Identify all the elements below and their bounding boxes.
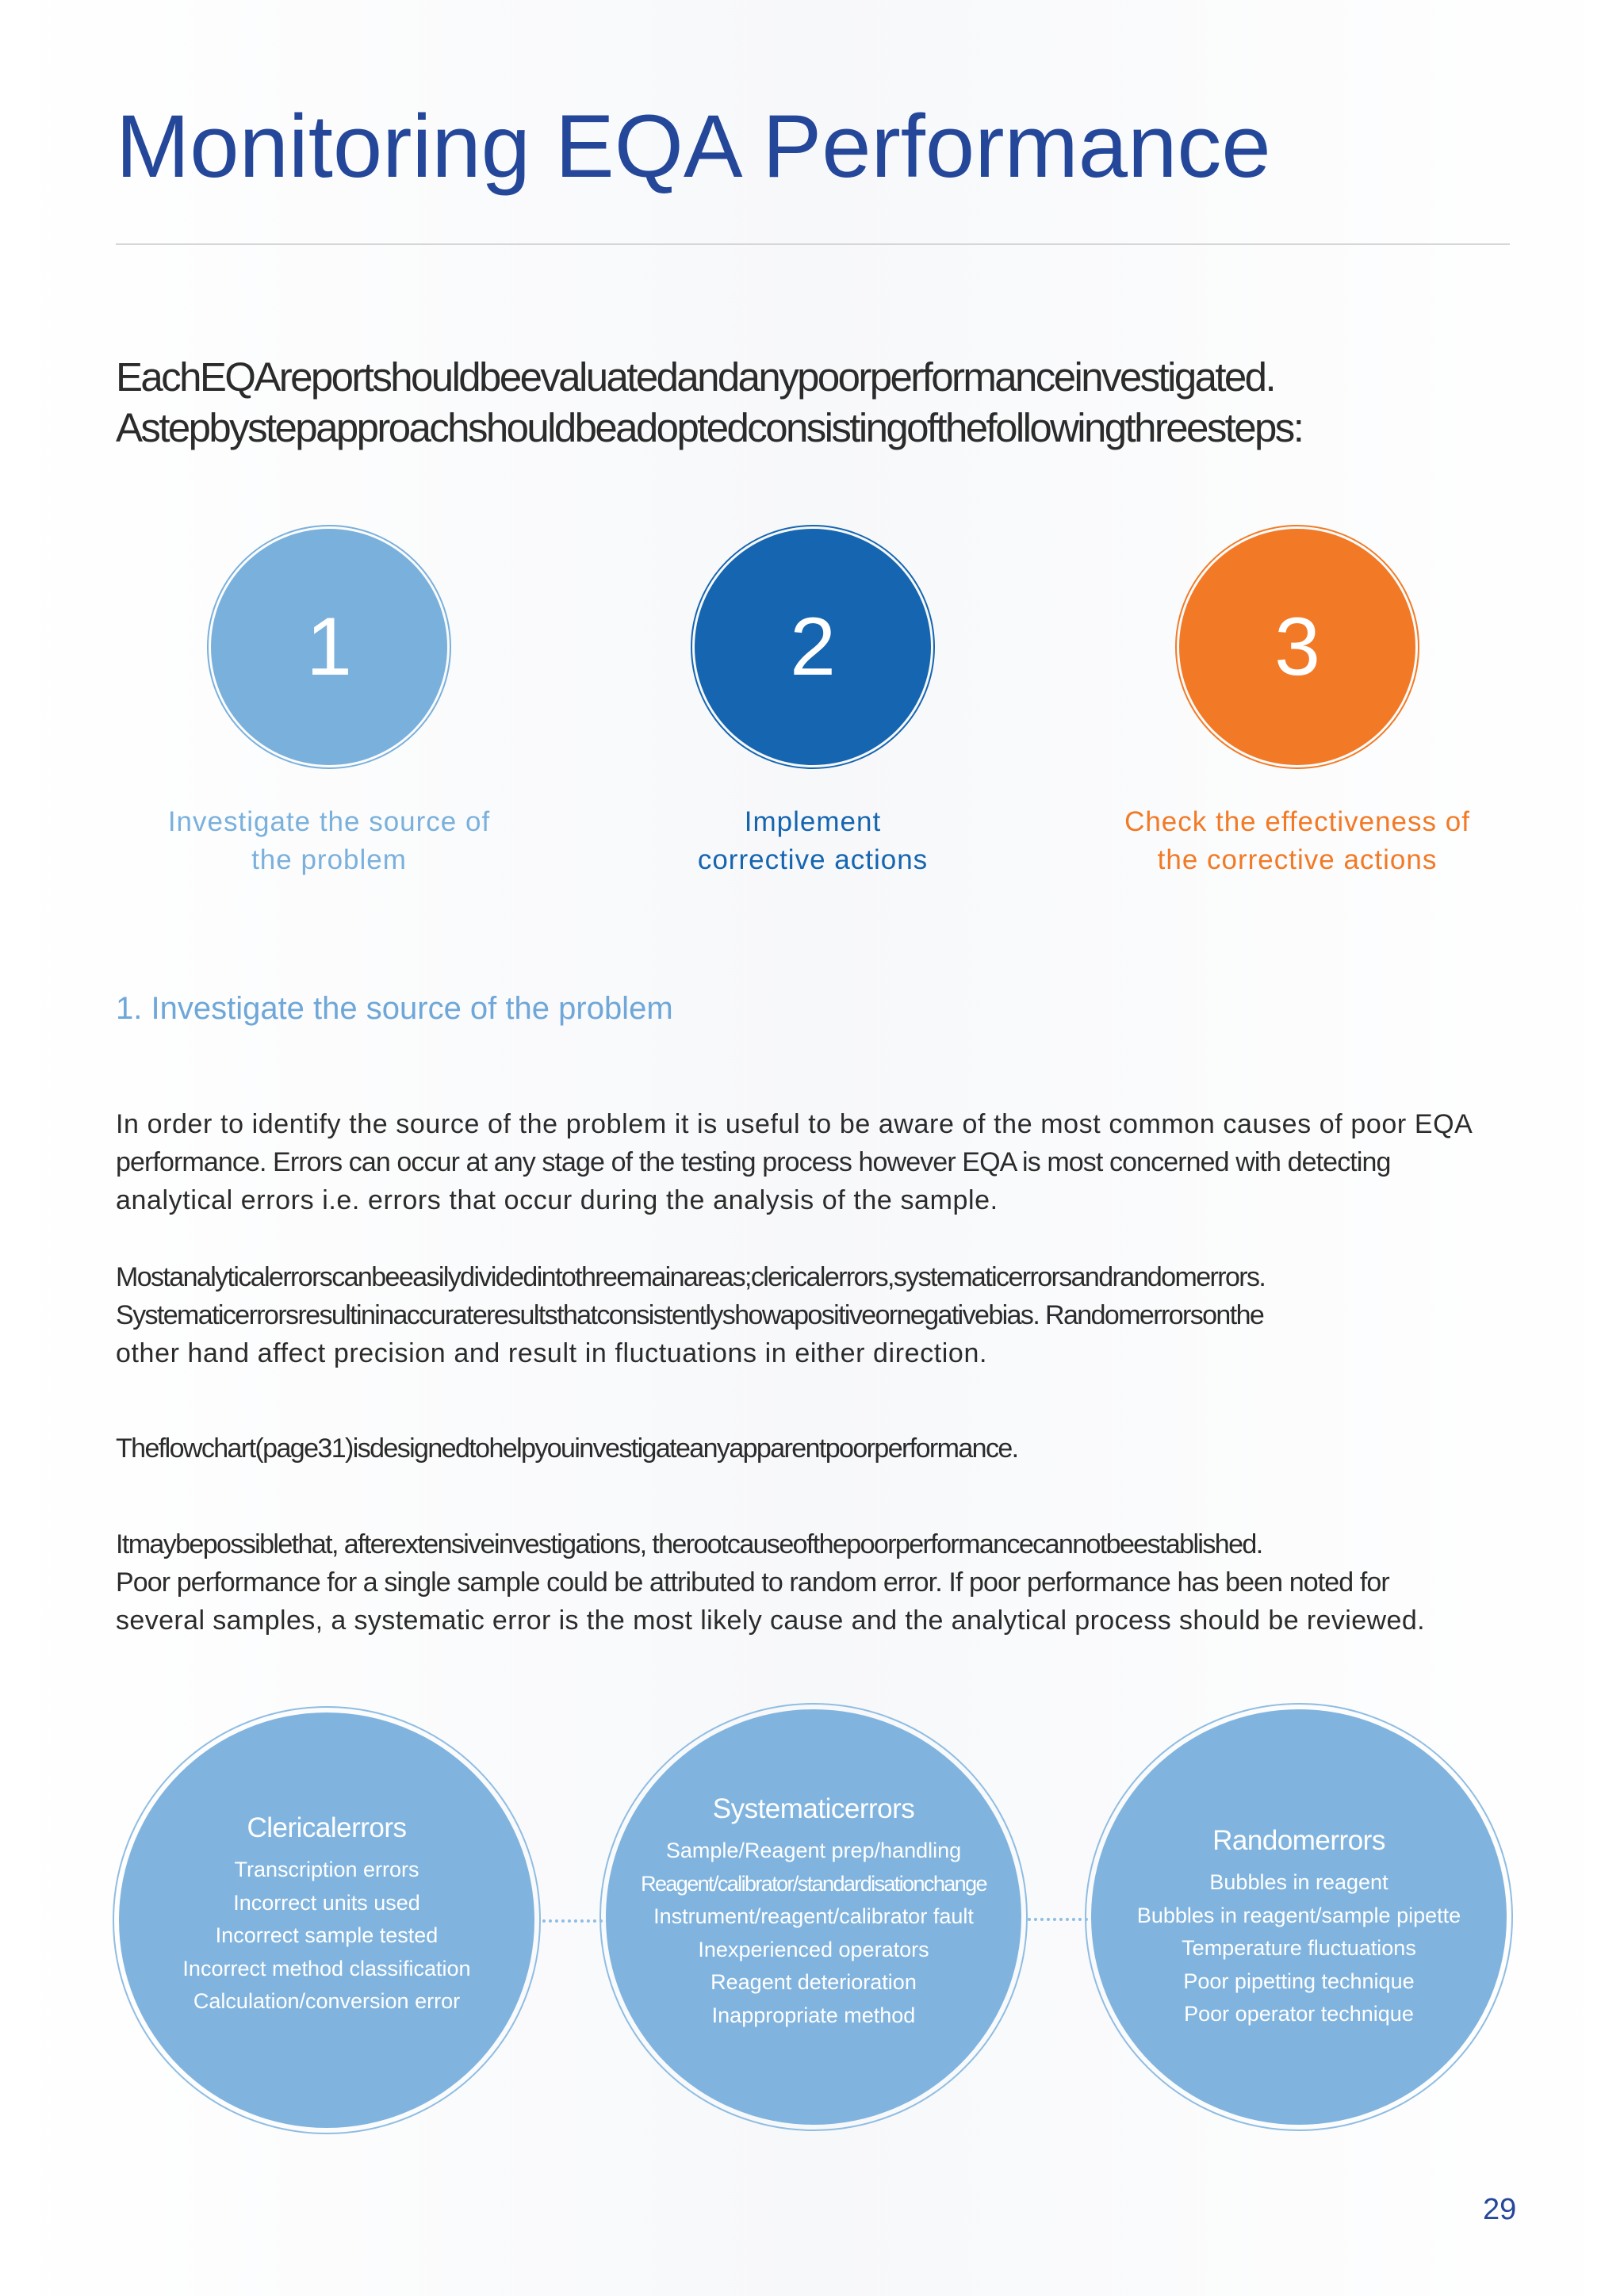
- clerical-errors-title: Clericalerrors: [247, 1812, 407, 1843]
- paragraph-line: several samples, a systematic error is the most likely cause and the analytical process should be reviewed.: [116, 1605, 1425, 1636]
- error-item: Incorrect units used: [233, 1890, 420, 1915]
- step-3-caption: [1091, 803, 1503, 879]
- error-item: Reagent/calibrator/standardisationchange: [641, 1871, 986, 1896]
- step-1-caption: [123, 803, 535, 879]
- page-title: Monitoring EQA Performance: [116, 97, 1271, 196]
- step-caption-line: the problem: [251, 844, 407, 875]
- step-3-number: 3: [1274, 600, 1320, 693]
- step-2-number: 2: [790, 600, 836, 693]
- error-item: Incorrect method classification: [182, 1956, 471, 1980]
- error-item: Inappropriate method: [711, 2003, 916, 2027]
- clerical-errors-content: [119, 1811, 534, 2019]
- error-item: Inexperienced operators: [698, 1937, 929, 1961]
- paragraph-error-areas: [116, 1258, 1511, 1372]
- paragraph-line: Systematicerrorsresultininaccurateresultsthatconsistentlyshowapositiveornegativebias. Randomerrorsonthe: [116, 1300, 1264, 1330]
- paragraph-root-cause: [116, 1525, 1511, 1640]
- step-caption-line: Investigate the source of: [167, 806, 491, 837]
- paragraph-line: Poor performance for a single sample could be attributed to random error. If poor performance has been noted for: [116, 1567, 1389, 1598]
- step-caption-line: the corrective actions: [1157, 844, 1438, 875]
- step-caption-line: Implement: [744, 806, 882, 837]
- systematic-errors-title: Systematicerrors: [712, 1793, 915, 1824]
- paragraph-line: performance. Errors can occur at any stage of the testing process however EQA is most concerned with detecting: [116, 1147, 1391, 1177]
- error-item: Bubbles in reagent: [1209, 1870, 1388, 1894]
- error-item: Instrument/reagent/calibrator fault: [653, 1904, 974, 1928]
- error-item: Temperature fluctuations: [1182, 1936, 1416, 1960]
- systematic-errors-circle: [606, 1709, 1021, 2125]
- error-item: Poor operator technique: [1184, 2002, 1414, 2026]
- step-caption-line: corrective actions: [697, 844, 929, 875]
- error-item: Calculation/conversion error: [193, 1989, 461, 2013]
- paragraph-flowchart: [116, 1429, 1511, 1468]
- step-2-caption: [607, 803, 1019, 879]
- paragraph-line: analytical errors i.e. errors that occur during the analysis of the sample.: [116, 1185, 998, 1215]
- error-item: Sample/Reagent prep/handling: [665, 1839, 962, 1862]
- paragraph-line: Itmaybepossiblethat, afterextensiveinvestigations, therootcauseofthepoorperformancecannotbeestablished.: [116, 1529, 1262, 1559]
- paragraph-line: Theflowchart(page31)isdesignedtohelpyouinvestigateanyapparentpoorperformance.: [116, 1433, 1018, 1464]
- page-number: 29: [1483, 2193, 1517, 2226]
- paragraph-line: Mostanalyticalerrorscanbeeasilydividedintothreemainareas;clericalerrors,systematicerrorsandrandomerrors.: [116, 1262, 1266, 1292]
- paragraph-line: other hand affect precision and result in fluctuations in either direction.: [116, 1338, 987, 1368]
- step-2-circle: [695, 529, 931, 765]
- error-item: Poor pipetting technique: [1183, 1969, 1415, 1993]
- error-item: Incorrect sample tested: [215, 1923, 439, 1947]
- clerical-errors-circle: [119, 1712, 534, 2128]
- section-heading: 1. Investigate the source of the problem: [116, 991, 673, 1026]
- systematic-errors-content: [606, 1792, 1021, 2032]
- random-errors-title: Randomerrors: [1212, 1825, 1385, 1856]
- intro-text: [116, 352, 1511, 453]
- random-errors-circle: [1091, 1709, 1507, 2125]
- intro-line: EachEQAreportshouldbeevaluatedandanypoorperformanceinvestigated.: [116, 354, 1275, 400]
- error-item: Bubbles in reagent/sample pipette: [1136, 1903, 1461, 1927]
- title-divider: [116, 243, 1510, 245]
- intro-line: Astepbystepapproachshouldbeadoptedconsistingofthefollowingthreesteps:: [116, 405, 1303, 450]
- step-1-number: 1: [306, 600, 352, 693]
- random-errors-content: [1091, 1823, 1507, 2031]
- step-1-circle: [211, 529, 447, 765]
- paragraph-causes: [116, 1105, 1511, 1219]
- step-3-circle: [1179, 529, 1415, 765]
- step-caption-line: Check the effectiveness of: [1124, 806, 1470, 837]
- error-item: Reagent deterioration: [710, 1970, 917, 1994]
- paragraph-line: In order to identify the source of the problem it is useful to be aware of the most common causes of poor EQA: [116, 1109, 1473, 1139]
- error-item: Transcription errors: [234, 1858, 419, 1881]
